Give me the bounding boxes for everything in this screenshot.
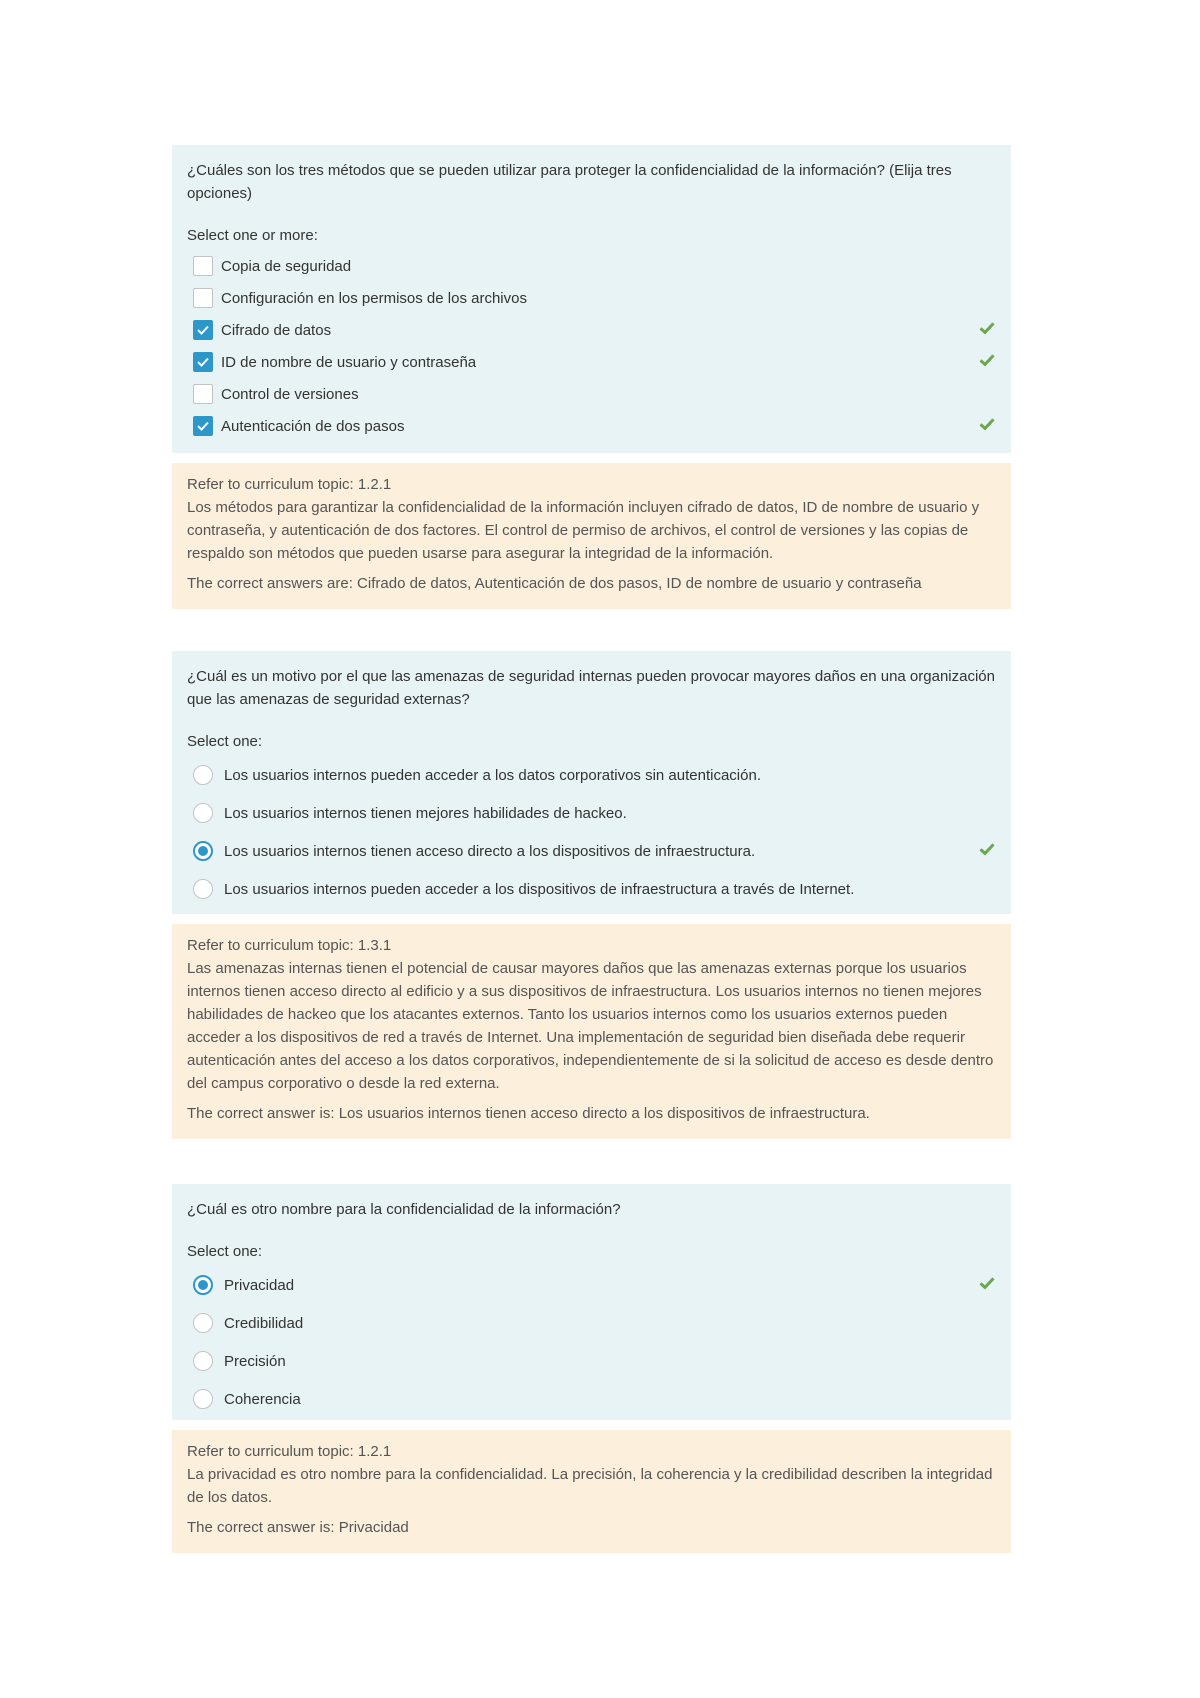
option-acceso-sin-autenticacion[interactable] xyxy=(187,756,995,794)
correct-answer: The correct answer is: Privacidad xyxy=(187,1519,409,1536)
option-acceso-directo[interactable] xyxy=(187,832,995,870)
option-label: Precisión xyxy=(224,1352,286,1370)
checkbox[interactable] xyxy=(193,256,213,276)
option-cifrado-de-datos[interactable] xyxy=(187,314,995,346)
option-label: Coherencia xyxy=(224,1390,301,1408)
radio-button[interactable] xyxy=(193,803,213,823)
checkbox-checked[interactable] xyxy=(193,352,213,372)
correct-answer: The correct answers are: Cifrado de datos, Autenticación de dos pasos, ID de nombre de usuario y contraseña xyxy=(187,575,922,592)
option-privacidad[interactable] xyxy=(187,1266,995,1304)
option-precision[interactable] xyxy=(187,1342,995,1380)
question-text: ¿Cuál es otro nombre para la confidencialidad de la información? xyxy=(187,1201,621,1218)
option-label: Autenticación de dos pasos xyxy=(221,417,405,435)
question-body xyxy=(172,1184,1011,1420)
question-text: ¿Cuáles son los tres métodos que se pueden utilizar para proteger la confidencialidad de la información? (Elija tres opciones) xyxy=(187,162,952,202)
feedback-explanation: Los métodos para garantizar la confidencialidad de la información incluyen cifrado de datos, ID de nombre de usuario y contraseña, y autenticación de dos factores. El control de permiso de archivos, el control de versiones y las copias de respaldo son métodos que pueden usarse para asegurar la integridad de la información. xyxy=(187,499,980,562)
correct-check-icon xyxy=(979,353,995,367)
select-prompt: Select one: xyxy=(187,1243,263,1260)
correct-answer: The correct answer is: Los usuarios internos tienen acceso directo a los dispositivos de infraestructura. xyxy=(187,1105,870,1122)
feedback-topic: Refer to curriculum topic: 1.2.1 xyxy=(187,476,392,493)
radio-button[interactable] xyxy=(193,879,213,899)
correct-check-icon xyxy=(979,1276,995,1290)
checkbox-checked[interactable] xyxy=(193,416,213,436)
option-label: Credibilidad xyxy=(224,1314,304,1332)
checkbox-checked[interactable] xyxy=(193,320,213,340)
correct-check-icon xyxy=(979,321,995,335)
question-text: ¿Cuál es un motivo por el que las amenazas de seguridad internas pueden provocar mayores daños en una organización que las amenazas de seguridad externas? xyxy=(187,668,995,708)
radio-button[interactable] xyxy=(193,1389,213,1409)
radio-button-selected[interactable] xyxy=(193,1275,213,1295)
feedback-panel xyxy=(172,1430,1011,1553)
feedback-panel xyxy=(172,463,1011,609)
option-label: Cifrado de datos xyxy=(221,321,332,339)
option-label: Los usuarios internos tienen mejores habilidades de hackeo. xyxy=(224,804,627,822)
option-mejores-habilidades[interactable] xyxy=(187,794,995,832)
question-2 xyxy=(172,651,1011,1139)
question-body xyxy=(172,145,1011,453)
select-prompt: Select one or more: xyxy=(187,227,318,244)
option-label: Los usuarios internos tienen acceso directo a los dispositivos de infraestructura. xyxy=(224,842,756,860)
option-label: Configuración en los permisos de los archivos xyxy=(221,289,527,307)
option-acceso-internet[interactable] xyxy=(187,870,995,908)
option-label: Los usuarios internos pueden acceder a los datos corporativos sin autenticación. xyxy=(224,766,761,784)
option-label: Copia de seguridad xyxy=(221,257,352,275)
option-id-usuario-contrasena[interactable] xyxy=(187,346,995,378)
question-1 xyxy=(172,145,1011,609)
question-3 xyxy=(172,1184,1011,1553)
correct-check-icon xyxy=(979,417,995,431)
feedback-topic: Refer to curriculum topic: 1.2.1 xyxy=(187,1443,392,1460)
question-body xyxy=(172,651,1011,914)
feedback-topic: Refer to curriculum topic: 1.3.1 xyxy=(187,937,392,954)
checkbox[interactable] xyxy=(193,288,213,308)
option-label: ID de nombre de usuario y contraseña xyxy=(221,353,477,371)
option-control-de-versiones[interactable] xyxy=(187,378,995,410)
option-credibilidad[interactable] xyxy=(187,1304,995,1342)
select-prompt: Select one: xyxy=(187,733,263,750)
option-label: Los usuarios internos pueden acceder a los dispositivos de infraestructura a través de Internet. xyxy=(224,880,855,898)
radio-button-selected[interactable] xyxy=(193,841,213,861)
option-autenticacion-dos-pasos[interactable] xyxy=(187,410,995,442)
feedback-panel xyxy=(172,924,1011,1139)
correct-check-icon xyxy=(979,842,995,856)
radio-button[interactable] xyxy=(193,1351,213,1371)
feedback-explanation: Las amenazas internas tienen el potencial de causar mayores daños que las amenazas externas porque los usuarios internos tienen acceso directo al edificio y a sus dispositivos de infraestructura. Los usuarios internos no tienen mejores habilidades de hackeo que los atacantes externos. Tanto los usuarios internos como los usuarios externos pueden acceder a los dispositivos de red a través de Internet. Una implementación de seguridad bien diseñada debe requerir autenticación antes del acceso a los datos corporativos, independientemente de si la solicitud de acceso es desde dentro del campus corporativo o desde la red externa. xyxy=(187,960,994,1092)
option-label: Privacidad xyxy=(224,1276,295,1294)
checkbox[interactable] xyxy=(193,384,213,404)
radio-button[interactable] xyxy=(193,765,213,785)
option-coherencia[interactable] xyxy=(187,1380,995,1418)
option-configuracion-permisos[interactable] xyxy=(187,282,995,314)
option-label: Control de versiones xyxy=(221,385,359,403)
radio-button[interactable] xyxy=(193,1313,213,1333)
feedback-explanation: La privacidad es otro nombre para la confidencialidad. La precisión, la coherencia y la credibilidad describen la integridad de los datos. xyxy=(187,1466,993,1506)
option-copia-de-seguridad[interactable] xyxy=(187,250,995,282)
